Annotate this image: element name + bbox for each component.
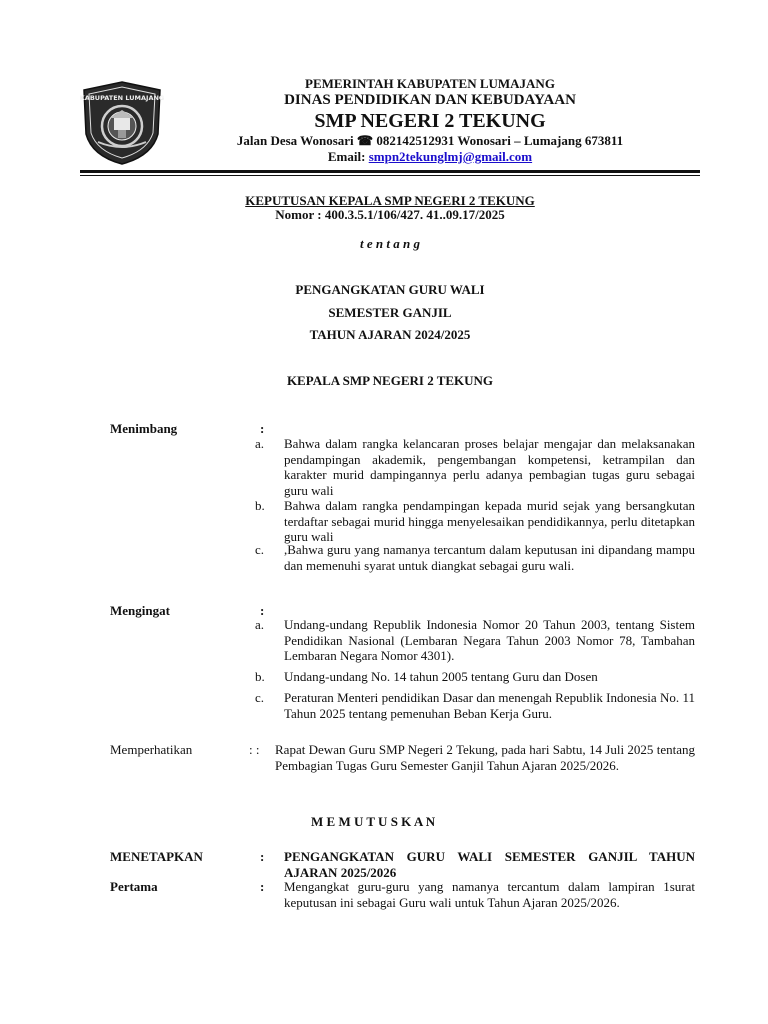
address-street: Jalan Desa Wonosari — [236, 133, 354, 148]
mengingat-mark-a: a. — [255, 617, 265, 632]
menimbang-mark-a: a. — [255, 436, 265, 451]
kabupaten-lumajang-logo — [80, 80, 164, 166]
telephone-icon: ☎ — [356, 133, 374, 148]
svg-text:KABUPATEN LUMAJANG: KABUPATEN LUMAJANG — [80, 94, 164, 102]
email-label: Email: — [327, 149, 366, 164]
decree-issuer: KEPALA SMP NEGERI 2 TEKUNG — [286, 373, 494, 388]
letterhead-government: PEMERINTAH KABUPATEN LUMAJANG — [305, 76, 555, 91]
email-link[interactable]: smpn2tekunglmj@gmail.com — [368, 149, 533, 164]
mengingat-item-c: Peraturan Menteri pendidikan Dasar dan menengah Republik Indonesia No. 11 Tahun 2025 tentang pemenuhan Beban Kerja Guru. — [284, 690, 695, 721]
mengingat-item-b: Undang-undang No. 14 tahun 2005 tentang Guru dan Dosen — [284, 669, 598, 684]
letterhead-rule-thin — [80, 175, 700, 176]
letterhead-department: DINAS PENDIDIKAN DAN KEBUDAYAAN — [284, 92, 576, 108]
address-phone-city: 082142512931 Wonosari – Lumajang 673811 — [376, 133, 624, 148]
memperhatikan-colon: : : — [249, 742, 260, 757]
letterhead-rule-thick — [80, 170, 700, 173]
decree-about: t e n t a n g — [360, 236, 420, 251]
decree-number: Nomor : 400.3.5.1/106/427. 41..09.17/2025 — [275, 207, 505, 222]
decree-subject-line1: PENGANGKATAN GURU WALI — [295, 282, 485, 297]
letterhead-email — [160, 149, 700, 165]
mengingat-label: Mengingat — [110, 603, 170, 618]
menimbang-item-c: ,Bahwa guru yang namanya tercantum dalam keputusan ini dipandang mampu dan memenuhi syarat untuk diangkat sebagai guru wali. — [284, 542, 695, 573]
memperhatikan-text: Rapat Dewan Guru SMP Negeri 2 Tekung, pada hari Sabtu, 14 Juli 2025 tentang Pembagian Tugas Guru Semester Ganjil Tahun Ajaran 2025/2026. — [275, 742, 695, 773]
decree-title: KEPUTUSAN KEPALA SMP NEGERI 2 TEKUNG — [245, 193, 535, 208]
letterhead-school-name: SMP NEGERI 2 TEKUNG — [314, 110, 546, 132]
mengingat-mark-c: c. — [255, 690, 265, 705]
letterhead — [80, 76, 700, 176]
menimbang-label: Menimbang — [110, 421, 178, 436]
menetapkan-label: MENETAPKAN — [110, 849, 203, 864]
mengingat-item-a: Undang-undang Republik Indonesia Nomor 20 Tahun 2003, tentang Sistem Pendidikan Nasional (Lembaran Negara Tahun 2003 Nomor 78, Tambahan Lembaran Negara Nomor 4301). — [284, 617, 695, 664]
pertama-label: Pertama — [110, 879, 158, 894]
letterhead-address — [160, 133, 700, 149]
menetapkan-text: PENGANGKATAN GURU WALI SEMESTER GANJIL TAHUN AJARAN 2025/2026 — [284, 849, 695, 880]
decision-heading: M E M U T U S K A N — [311, 814, 436, 829]
menimbang-item-a: Bahwa dalam rangka kelancaran proses belajar mengajar dan melaksanakan pendampingan akademik, pengembangan kompetensi, ketrampilan dan karakter murid dampingannya perlu adanya pembagian tugas guru sebagai guru wali — [284, 436, 695, 498]
pertama-text: Mengangkat guru-guru yang namanya tercantum dalam lampiran 1surat keputusan ini sebagai Guru wali untuk Tahun Ajaran 2025/2026. — [284, 879, 695, 910]
decree-subject-line3: TAHUN AJARAN 2024/2025 — [309, 327, 471, 342]
decree-subject-line2: SEMESTER GANJIL — [328, 305, 452, 320]
menimbang-item-b: Bahwa dalam rangka pendampingan kepada murid sejak yang bersangkutan terdaftar sebagai murid hingga menyelesaikan pendidikannya, perlu ditetapkan guru wali — [284, 498, 695, 545]
mengingat-colon: : — [260, 603, 265, 618]
menimbang-mark-c: c. — [255, 542, 265, 557]
pertama-colon: : — [260, 879, 265, 894]
menimbang-mark-b: b. — [255, 498, 265, 513]
memperhatikan-label: Memperhatikan — [110, 742, 193, 757]
mengingat-mark-b: b. — [255, 669, 265, 684]
menimbang-colon: : — [260, 421, 265, 436]
menetapkan-colon: : — [260, 849, 265, 864]
